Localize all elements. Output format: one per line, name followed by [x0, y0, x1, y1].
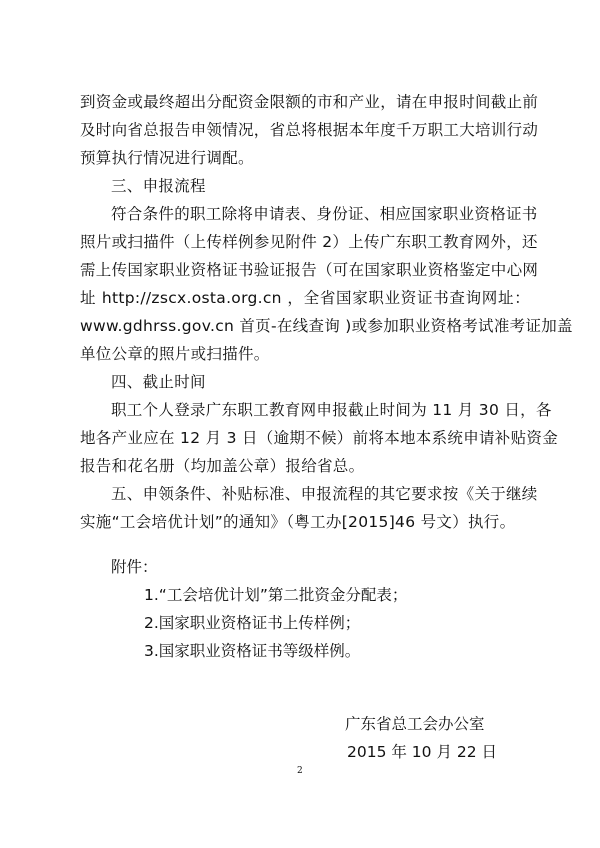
body-line-9: www.gdhrss.gov.cn 首页-在线查询 )或参加职业资格考试准考证加盖 — [80, 317, 573, 335]
body-line-16: 实施“工会培优计划”的通知》（粤工办[2015]46 号文）执行。 — [80, 513, 516, 531]
body-line-5: 符合条件的职工除将申请表、身份证、相应国家职业资格证书 — [111, 205, 538, 223]
body-line-13: 地各产业应在 12 月 3 日（逾期不候）前将本地本系统申请补贴资金 — [80, 429, 558, 447]
attachments-label: 附件： — [111, 558, 158, 576]
attachment-item-2: 2.国家职业资格证书上传样例； — [144, 614, 361, 632]
body-line-7: 需上传国家职业资格证书验证报告（可在国家职业资格鉴定中心网 — [80, 261, 539, 279]
page-number: 2 — [297, 766, 303, 776]
body-line-14: 报告和花名册（均加盖公章）报给省总。 — [80, 457, 365, 475]
attachment-item-1: 1.“工会培优计划”第二批资金分配表； — [144, 586, 408, 604]
attachment-item-3: 3.国家职业资格证书等级样例。 — [144, 642, 361, 660]
body-line-3: 预算执行情况进行调配。 — [80, 149, 254, 167]
section-heading-4: 四、截止时间 — [111, 373, 206, 391]
body-line-8: 址 http://zscx.osta.org.cn ，全省国家职业资证书查询网址： — [80, 289, 530, 307]
signature-org: 广东省总工会办公室 — [345, 715, 485, 733]
body-line-12: 职工个人登录广东职工教育网申报截止时间为 11 月 30 日，各 — [111, 401, 552, 419]
body-line-1: 到资金或最终超出分配资金限额的市和产业，请在申报时间截止前 — [80, 93, 539, 111]
section-heading-3: 三、申报流程 — [111, 177, 206, 195]
section-heading-5: 五、申领条件、补贴标准、申报流程的其它要求按《关于继续 — [111, 485, 538, 503]
body-line-6: 照片或扫描件（上传样例参见附件 2）上传广东职工教育网外，还 — [80, 233, 538, 251]
body-line-10: 单位公章的照片或扫描件。 — [80, 345, 270, 363]
body-line-2: 及时向省总报告申领情况，省总将根据本年度千万职工大培训行动 — [80, 121, 539, 139]
signature-date: 2015 年 10 月 22 日 — [347, 743, 498, 761]
